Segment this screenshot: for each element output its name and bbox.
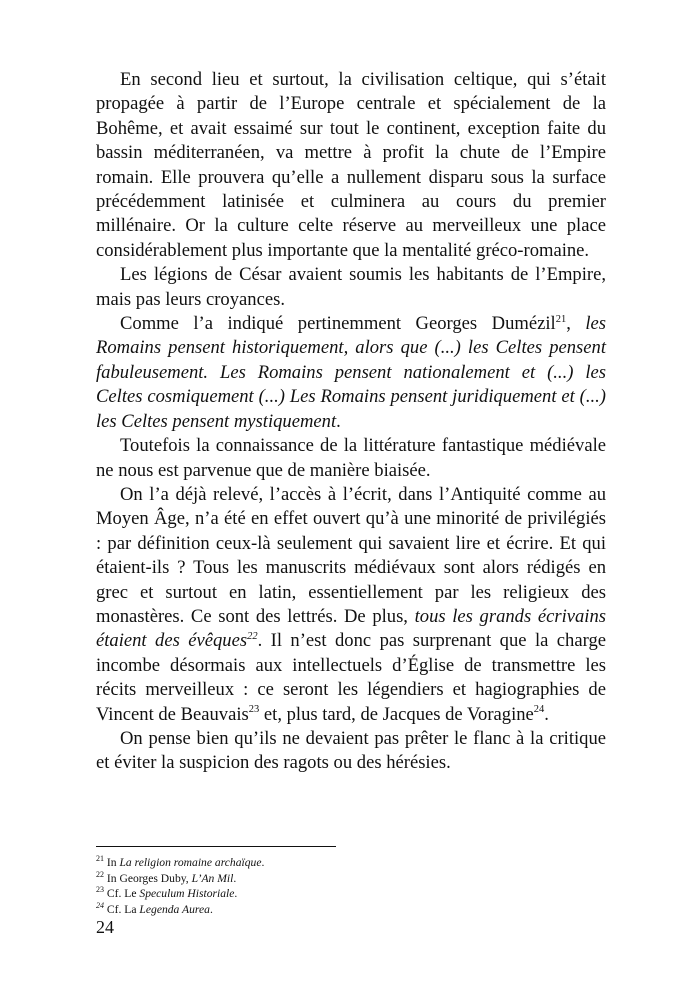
footnotes [96, 855, 516, 917]
text-segment: . [234, 887, 238, 901]
text-segment: et, plus tard, de Jacques de Voragine [259, 703, 534, 725]
paragraph [96, 434, 606, 483]
footnote [96, 902, 516, 918]
text-segment: On pense bien qu’ils ne devaient pas prêter le flanc à la critique et éviter la suspicion des ragots ou des hérésies. [96, 727, 606, 774]
text-segment: En second lieu et surtout, la civilisation celtique, qui s’était propagée à partir de l’Europe centrale et spécialement de la Bohême, et avait essaimé sur tout le continent, exception faite du bassin méditerranéen, va mettre à profit la chute de l’Empire romain. Elle prouvera qu’elle a nullement disparu sous la surface précédemment latinisée et culminera au cours du premier millénaire. Or la culture celte réserve au merveilleux une place considérablement plus importante que la mentalité gréco-romaine. [96, 69, 606, 261]
footnote-ref: 23 [96, 885, 104, 895]
text-segment: Comme l’a indiqué pertinemment Georges Dumézil [120, 313, 556, 335]
text-segment: Cf. Le [104, 887, 140, 901]
text-segment: Les légions de César avaient soumis les habitants de l’Empire, mais pas leurs croyances. [96, 264, 606, 310]
footnote-ref: 23 [248, 704, 260, 716]
text-segment: . [233, 871, 237, 885]
body-text [96, 68, 606, 776]
paragraph [96, 727, 606, 776]
footnote-ref: 21 [96, 854, 104, 864]
footnote [96, 886, 516, 902]
italic-text: tous les grands écrivains étaient des évêques [96, 605, 606, 652]
paragraph [96, 312, 606, 434]
text-segment: . [261, 856, 265, 869]
paragraph [96, 483, 606, 727]
text-segment: On l’a déjà relevé, l’accès à l’écrit, dans l’Antiquité comme au Moyen Âge, n’a été en effet ouvert qu’à une minorité de privilégiés : par définition ceux-là seulement qui savaient lire et écrire. Et qui étaient-ils ? Tous les manuscrits médiévaux sont alors rédigés en grec et surtout en latin, essentiellement par les religieux des monastères. Ce sont des lettrés. De plus, [96, 483, 606, 627]
footnote-ref: 22 [247, 631, 258, 643]
text-segment: Toutefois la connaissance de la littérature fantastique médiévale ne nous est parvenue que de manière biaisée. [96, 435, 606, 481]
footnote-separator [96, 846, 336, 847]
italic-text: Legenda Aurea [139, 902, 210, 916]
text-segment: , [566, 313, 586, 335]
footnote-ref: 24 [533, 704, 545, 716]
italic-text: La religion romaine archaïque [119, 856, 262, 869]
text-segment: In [104, 856, 120, 869]
text-segment: . Il n’est donc pas surprenant que la charge incombe désormais aux intellectuels d’Église de transmettre les récits merveilleux : ce seront les légendiers et hagiographies de Vincent de Beauvais [96, 630, 606, 725]
italic-text: les Romains pensent historiquement, alors que (...) les Celtes pensent fabuleusement. Les Romains pensent nationalement et (...) les Celtes cosmiquement (...) Les Romains pensent juridiquement et (...) les Celtes pensent mystiquement [96, 313, 606, 432]
text-segment: . [336, 410, 341, 432]
footnote [96, 871, 516, 887]
paragraph [96, 68, 606, 263]
italic-text: Speculum Historiale [139, 887, 235, 901]
paragraph [96, 263, 606, 312]
footnote [96, 855, 516, 871]
footnote-ref: 21 [555, 313, 567, 325]
text-segment: . [544, 703, 549, 725]
text-segment: In Georges Duby, [104, 871, 192, 885]
footnote-ref: 22 [96, 869, 104, 879]
page-number: 24 [96, 917, 114, 937]
text-segment: Cf. La [104, 902, 140, 916]
italic-text: L’An Mil [191, 871, 234, 885]
footnote-ref: 24 [96, 900, 104, 910]
text-segment: . [209, 902, 213, 916]
